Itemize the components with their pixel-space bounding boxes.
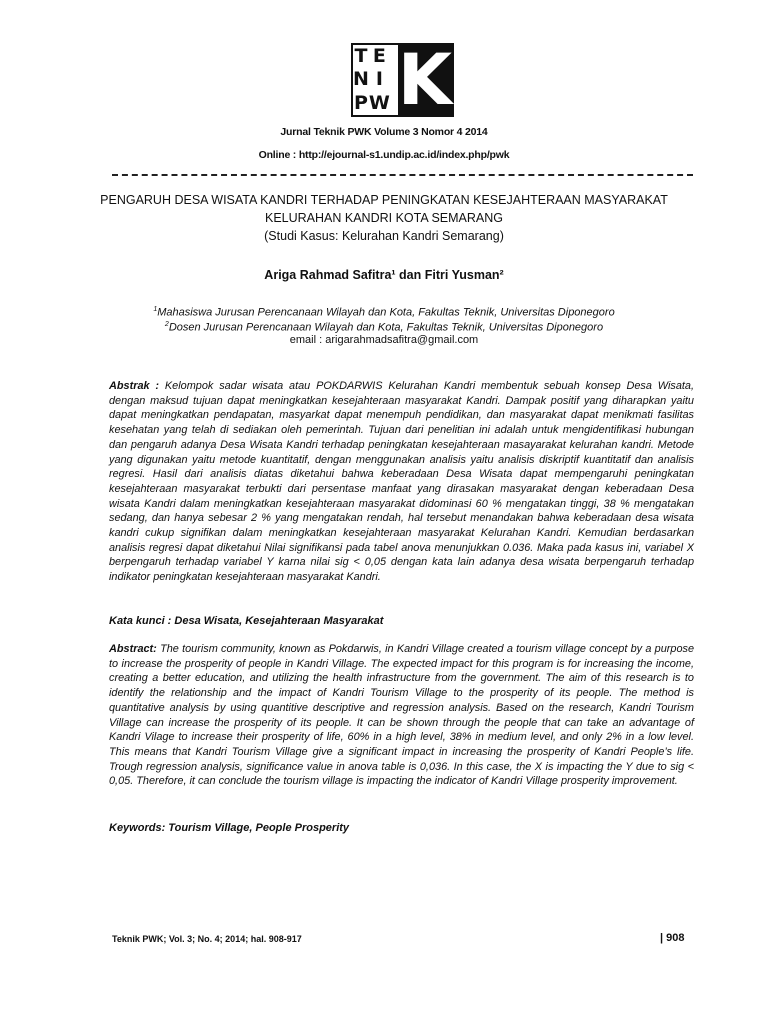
- logo-letter: P: [353, 91, 368, 114]
- logo-letter: E: [372, 45, 386, 68]
- logo-letter: [390, 45, 398, 68]
- logo-letter-grid: [353, 45, 398, 115]
- footer-citation: Teknik PWK; Vol. 3; No. 4; 2014; hal. 908-917: [112, 934, 302, 944]
- logo-letter: [390, 68, 398, 91]
- header-divider: [112, 174, 693, 176]
- logo-letter: I: [375, 68, 383, 91]
- paper-subtitle: (Studi Kasus: Kelurahan Kandri Semarang): [264, 229, 504, 243]
- kata-kunci: Kata kunci : Desa Wisata, Kesejahteraan Masyarakat: [109, 615, 384, 627]
- abstrak-paragraph: [109, 379, 694, 585]
- abstract-paragraph: [109, 642, 694, 789]
- contact-email: email : arigarahmadsafitra@gmail.com: [289, 334, 479, 346]
- abstrak-label: Abstrak :: [109, 380, 160, 392]
- logo-letter: T: [354, 45, 368, 68]
- journal-name: Jurnal Teknik PWK Volume 3 Nomor 4 2014: [280, 126, 488, 138]
- keywords: Keywords: Tourism Village, People Prosperity: [109, 822, 350, 834]
- affiliation-2: $^2$Dosen Jurusan Perencanaan Wilayah dan Kota, Fakultas Teknik, Universitas Diponegoro: [164, 321, 604, 334]
- abstract-text: The tourism community, known as Pokdarwis, in Kandri Village created a tourism village concept by a purpose to increase the prosperity of people in Kandri Village. The expected impact for this program is for increasing the income, creating a better education, and utilizing the health infrastructure from the government. The aim of this research is to identify the relationship and the impact of Kandri Tourism Village to the prosperity of its people. The method is quantitative analysis by using quantitive descriptive and regression analysis. Based on the research, Kandri Tourism Village can increase the prosperity of its people. It can be shown through the people that can take an advantage of Kandri Vilage to increase their prosperity of life, 60% in a high level, 38% in medium level, and only 2% in a low level. This means that Kandri Tourism Village give a significant impact in increasing the prosperity of Kandri People’s life. Trough regression analysis, significance value in anova table is 0,036. In this case, the X is impacting the Y due to sig < 0,05. Therefore, it can conclude the tourism village is impacting the indicator of Kandri Village prosperity improvement.: [109, 643, 694, 788]
- logo-letter: N: [353, 68, 369, 91]
- abstract-label: Abstract:: [109, 643, 157, 655]
- journal-url: Online : http://ejournal-s1.undip.ac.id/index.php/pwk: [258, 149, 510, 161]
- logo-letter: [390, 92, 398, 115]
- journal-logo: [351, 39, 454, 121]
- paper-title-line2: KELURAHAN KANDRI KOTA SEMARANG: [264, 211, 503, 225]
- abstrak-text: Kelompok sadar wisata atau POKDARWIS Kelurahan Kandri membentuk sebuah konsep Desa Wisata, dengan maksud tujuan dapat meningkatkan kesejahteraan masyarakat Kandri. Dampak positif yang diharapkan yaitu dapat meningkatkan pendapatan, masyarkat dapat menempuh pendidikan, dan masyarakat dapat menikmati fasilitas kesehatan yang telah di sediakan oleh pemerintah. Tujuan dari penelitian ini adalah untuk mengidentifikasi hubungan dan pengaruh adanya Desa Wisata Kandri terhadap peningkatan kesejahteraan masayarakat kelurahan kandri. Metode yang digunakan yaitu metode kuantitatif, dengan menggunakan analisis yaitu analisis diskriptif kuantitatif dan analisis regresi. Hasil dari analisis diatas diketahui bahwa keberadaan Desa Wisata dapat mempengaruhi peningkatan kesejahteraan masyarakat terbukti dari persentase manfaat yang dirasakan masyarakat dengan keberadaan Desa wisata Kandri dalam meningkatkan kesejahteraan masyarakat didominasi 60 % mengatakan tinggi, 38 % mengatakan sedang, dan hanya sebesar 2 % yang mengatakan rendah, hal tersebut menandakan bahwa keberadaan desa wisata kandri cukup signifikan dalam meningkatkan kesejahteraan masyarakat Kelurahan Kandri. Kemudian berdasarkan analisis regresi dapat diketahui Nilai signifikansi pada tabel anova menunjukkan 0.036. Maka pada kasus ini, variabel X berpengaruh terhadap variabel Y karna nilai sig < 0,05 dengan kata lain adanya desa wisata berpengaruh terhadap indikator peningkatan kesejahteraan masyarakat Kandri.: [109, 380, 694, 584]
- logo-letter: W: [368, 91, 390, 114]
- affiliation-1: $^1$Mahasiswa Jurusan Perencanaan Wilayah dan Kota, Fakultas Teknik, Universitas Diponegoro: [153, 306, 615, 319]
- paper-title-line1: PENGARUH DESA WISATA KANDRI TERHADAP PENINGKATAN KESEJAHTERAAN MASYARAKAT: [100, 193, 668, 207]
- authors: Ariga Rahmad Safitra¹ dan Fitri Yusman²: [264, 268, 504, 282]
- page-number: | 908: [660, 932, 685, 944]
- logo-big-letter: K: [397, 39, 452, 121]
